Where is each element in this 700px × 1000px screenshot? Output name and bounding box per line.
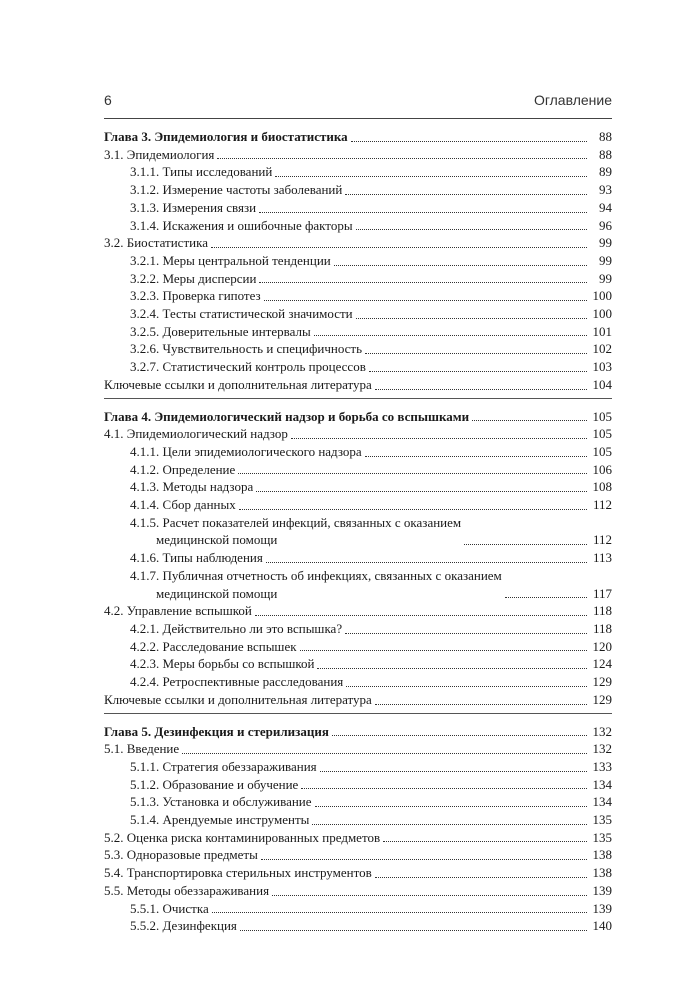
toc-entry[interactable] — [104, 882, 612, 900]
toc-entry[interactable] — [104, 443, 612, 461]
toc-page-number: 112 — [592, 532, 612, 548]
dot-leader — [365, 353, 587, 354]
toc-entry[interactable] — [104, 376, 612, 394]
page-number: 6 — [104, 92, 112, 108]
dot-leader — [375, 877, 587, 878]
toc-page-number: 118 — [592, 603, 612, 619]
dot-leader — [266, 562, 587, 563]
toc-entry-label: 4.1. Эпидемиологический надзор — [104, 426, 288, 442]
dot-leader — [211, 247, 587, 248]
toc-page-number: 120 — [592, 638, 612, 654]
dot-leader — [314, 335, 587, 336]
toc-entry-label: Глава 3. Эпидемиология и биостатистика — [104, 129, 348, 144]
toc-page-number: 129 — [592, 691, 612, 707]
toc-page-number: 102 — [592, 341, 612, 357]
toc-page-number: 138 — [592, 847, 612, 863]
dot-leader — [345, 633, 587, 634]
toc-chapter-block — [104, 128, 612, 399]
toc-page-number: 138 — [592, 865, 612, 881]
dot-leader — [312, 824, 587, 825]
running-head: Оглавление — [533, 92, 612, 108]
toc-page-number: 108 — [592, 479, 612, 495]
toc-page-number: 103 — [592, 359, 612, 375]
dot-leader — [375, 704, 587, 705]
toc-entry-label: 3.2. Биостатистика — [104, 235, 208, 251]
table-of-contents — [104, 128, 612, 948]
toc-page-number: 135 — [592, 812, 612, 828]
toc-page-number: 101 — [592, 323, 612, 339]
dot-leader — [291, 438, 587, 439]
dot-leader — [212, 912, 587, 913]
toc-entry-label: 5.2. Оценка риска контаминированных предметов — [104, 829, 381, 845]
toc-entry-label-continuation: медицинской помощи — [156, 532, 278, 548]
toc-entry-label: 4.1.1. Цели эпидемиологического надзора — [130, 443, 362, 459]
toc-entry-label-line: 4.1.7. Публичная отчетность об инфекциях, связанных с оказанием — [130, 567, 502, 583]
dot-leader — [255, 615, 587, 616]
dot-leader — [464, 544, 587, 545]
toc-entry-label: 5.5.2. Дезинфекция — [130, 918, 237, 934]
toc-entry[interactable] — [104, 776, 612, 794]
toc-page-number: 89 — [599, 164, 612, 180]
toc-chapter-heading[interactable] — [104, 408, 612, 426]
toc-page-number: 134 — [592, 794, 612, 810]
toc-entry[interactable] — [104, 496, 612, 514]
toc-entry[interactable] — [104, 567, 612, 602]
toc-entry[interactable] — [104, 691, 612, 709]
toc-chapter-heading[interactable] — [104, 723, 612, 741]
toc-entry[interactable] — [104, 864, 612, 882]
dot-leader — [315, 806, 587, 807]
toc-entry[interactable] — [104, 323, 612, 341]
toc-page-number: 105 — [592, 426, 612, 442]
header-rule — [104, 118, 612, 119]
dot-leader — [256, 491, 587, 492]
toc-page-number: 132 — [592, 741, 612, 757]
toc-entry-label: Ключевые ссылки и дополнительная литература — [104, 691, 372, 707]
dot-leader — [240, 930, 587, 931]
toc-entry[interactable] — [104, 234, 612, 252]
dot-leader — [217, 158, 587, 159]
toc-page-number: 139 — [592, 900, 612, 916]
toc-page-number: 96 — [599, 217, 612, 233]
toc-page-number: 118 — [592, 620, 612, 636]
toc-entry-label: 4.1.3. Методы надзора — [130, 479, 254, 495]
toc-page-number: 132 — [592, 723, 612, 739]
toc-entry-label: 5.3. Одноразовые предметы — [104, 847, 258, 863]
toc-page-number: 100 — [592, 288, 612, 304]
toc-entry-label: 3.2.1. Меры центральной тенденции — [130, 252, 331, 268]
toc-page-number: 99 — [599, 270, 612, 286]
toc-page-number: 104 — [592, 376, 612, 392]
toc-entry[interactable] — [104, 740, 612, 758]
dot-leader — [383, 841, 587, 842]
toc-entry-label: 3.2.6. Чувствительность и специфичность — [130, 341, 363, 357]
dot-leader — [272, 895, 587, 896]
dot-leader — [261, 859, 587, 860]
toc-entry[interactable] — [104, 270, 612, 288]
toc-entry-label: 3.2.3. Проверка гипотез — [130, 288, 261, 304]
toc-entry-label-line: 4.1.5. Расчет показателей инфекций, связанных с оказанием — [130, 514, 462, 530]
toc-page-number: 99 — [599, 252, 612, 268]
toc-entry-label: 3.2.4. Тесты статистической значимости — [130, 306, 353, 322]
toc-entry[interactable] — [104, 811, 612, 829]
toc-entry[interactable] — [104, 514, 612, 549]
dot-leader — [334, 265, 587, 266]
toc-page-number: 135 — [592, 829, 612, 845]
toc-entry-label: 5.1.4. Арендуемые инструменты — [130, 812, 310, 828]
dot-leader — [239, 509, 587, 510]
toc-entry[interactable] — [104, 673, 612, 691]
toc-entry[interactable] — [104, 655, 612, 673]
toc-entry[interactable] — [104, 846, 612, 864]
toc-entry[interactable] — [104, 358, 612, 376]
toc-entry-label: Глава 4. Эпидемиологический надзор и борьба со вспышками — [104, 408, 470, 424]
toc-page-number: 140 — [592, 918, 612, 934]
toc-entry[interactable] — [104, 340, 612, 358]
toc-entry-label: 5.5. Методы обеззараживания — [104, 882, 270, 898]
dot-leader — [346, 686, 587, 687]
toc-entry-label: 3.2.2. Меры дисперсии — [130, 270, 257, 286]
dot-leader — [365, 456, 587, 457]
toc-entry-label-continuation: медицинской помощи — [156, 585, 278, 601]
toc-page-number: 117 — [592, 585, 612, 601]
dot-leader — [317, 668, 587, 669]
dot-leader — [351, 141, 587, 142]
dot-leader — [300, 650, 587, 651]
toc-entry-label: 3.2.7. Статистический контроль процессов — [130, 359, 366, 375]
toc-entry-label: 4.2.4. Ретроспективные расследования — [130, 674, 344, 690]
toc-entry-label: 3.1.2. Измерение частоты заболеваний — [130, 182, 343, 198]
dot-leader — [275, 176, 587, 177]
toc-entry[interactable] — [104, 305, 612, 323]
toc-entry-label: Ключевые ссылки и дополнительная литература — [104, 376, 372, 392]
dot-leader — [301, 788, 587, 789]
toc-entry[interactable] — [104, 287, 612, 305]
dot-leader — [356, 318, 587, 319]
toc-entry-label: 3.1.4. Искажения и ошибочные факторы — [130, 217, 353, 233]
toc-page-number: 105 — [592, 408, 612, 424]
toc-page-number: 94 — [599, 199, 612, 215]
toc-entry[interactable] — [104, 620, 612, 638]
toc-entry[interactable] — [104, 146, 612, 164]
toc-page-number: 106 — [592, 461, 612, 477]
toc-entry[interactable] — [104, 758, 612, 776]
toc-entry-label: 3.1.3. Измерения связи — [130, 199, 257, 215]
toc-entry[interactable] — [104, 917, 612, 935]
toc-page-number: 113 — [592, 550, 612, 566]
dot-leader — [264, 300, 587, 301]
toc-page-number: 105 — [592, 443, 612, 459]
toc-entry-label: 4.2. Управление вспышкой — [104, 603, 252, 619]
toc-page-number: 129 — [592, 674, 612, 690]
toc-entry-label: 5.1.3. Установка и обслуживание — [130, 794, 312, 810]
toc-entry-label: 4.1.2. Определение — [130, 461, 236, 477]
dot-leader — [345, 194, 587, 195]
toc-page-number: 99 — [599, 235, 612, 251]
toc-entry[interactable] — [104, 163, 612, 181]
toc-entry[interactable] — [104, 181, 612, 199]
dot-leader — [356, 229, 587, 230]
toc-entry[interactable] — [104, 638, 612, 656]
dot-leader — [332, 735, 587, 736]
toc-entry[interactable] — [104, 478, 612, 496]
toc-entry-label: 3.1.1. Типы исследований — [130, 164, 273, 180]
toc-entry-label: 4.2.3. Меры борьбы со вспышкой — [130, 656, 315, 672]
toc-entry-label: 4.2.1. Действительно ли это вспышка? — [130, 620, 343, 636]
toc-entry[interactable] — [104, 900, 612, 918]
toc-entry-label: 4.1.6. Типы наблюдения — [130, 550, 263, 566]
toc-entry[interactable] — [104, 199, 612, 217]
toc-entry-label: 4.1.4. Сбор данных — [130, 497, 236, 513]
toc-entry[interactable] — [104, 425, 612, 443]
dot-leader — [375, 389, 587, 390]
toc-chapter-block — [104, 723, 612, 939]
toc-page-number: 93 — [599, 182, 612, 198]
toc-page-number: 112 — [592, 497, 612, 513]
toc-page-number: 88 — [599, 129, 612, 144]
dot-leader — [320, 771, 587, 772]
toc-entry-label: 4.2.2. Расследование вспышек — [130, 638, 297, 654]
dot-leader — [182, 753, 587, 754]
toc-entry[interactable] — [104, 217, 612, 235]
toc-page-number: 100 — [592, 306, 612, 322]
toc-entry[interactable] — [104, 252, 612, 270]
dot-leader — [505, 597, 587, 598]
toc-entry-label: 3.1. Эпидемиология — [104, 146, 215, 162]
toc-page-number: 124 — [592, 656, 612, 672]
toc-entry-label — [130, 567, 502, 602]
toc-entry[interactable] — [104, 602, 612, 620]
toc-entry-label: 5.4. Транспортировка стерильных инструментов — [104, 865, 372, 881]
toc-entry[interactable] — [104, 793, 612, 811]
dot-leader — [259, 212, 587, 213]
toc-page-number: 134 — [592, 776, 612, 792]
toc-entry-label: Глава 5. Дезинфекция и стерилизация — [104, 723, 329, 739]
dot-leader — [472, 420, 587, 421]
toc-entry[interactable] — [104, 461, 612, 479]
toc-page-number: 139 — [592, 882, 612, 898]
dot-leader — [369, 371, 587, 372]
toc-entry-label: 5.1.2. Образование и обучение — [130, 776, 299, 792]
toc-entry-label: 3.2.5. Доверительные интервалы — [130, 323, 311, 339]
toc-entry[interactable] — [104, 829, 612, 847]
toc-entry-label: 5.1. Введение — [104, 741, 180, 757]
toc-page-number: 133 — [592, 758, 612, 774]
toc-entry-label — [130, 514, 461, 549]
toc-entry[interactable] — [104, 549, 612, 567]
toc-chapter-heading[interactable] — [104, 128, 612, 146]
toc-entry-label: 5.1.1. Стратегия обеззараживания — [130, 758, 317, 774]
toc-entry-label: 5.5.1. Очистка — [130, 900, 209, 916]
toc-chapter-block — [104, 408, 612, 714]
dot-leader — [238, 473, 587, 474]
dot-leader — [259, 282, 587, 283]
toc-page-number: 88 — [599, 146, 612, 162]
